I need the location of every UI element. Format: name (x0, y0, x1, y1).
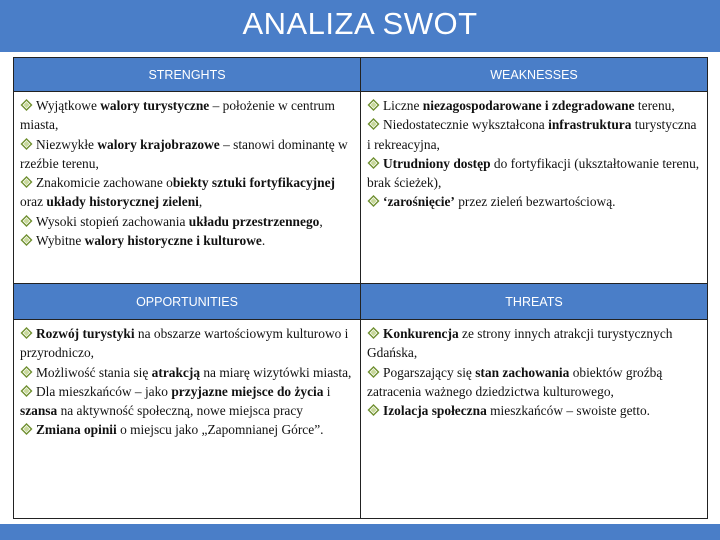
threats-header: THREATS (361, 284, 708, 320)
bullet-icon (20, 385, 33, 397)
list-item: Wyjątkowe walory turystyczne – położenie w centrum miasta, (20, 98, 335, 133)
bullet-icon (20, 99, 33, 111)
threats-cell (361, 320, 708, 519)
weaknesses-cell (361, 92, 708, 284)
list-item: Zmiana opinii o miejscu jako „Zapomnianej Górce”. (20, 420, 354, 439)
bullet-icon (367, 99, 380, 111)
list-item: ‘zarośnięcie’ przez zieleń bezwartościową. (367, 192, 701, 211)
list-item: Dla mieszkańców – jako przyjazne miejsce do życia i szansa na aktywność społeczną, nowe miejsca pracy (20, 383, 331, 419)
strengths-cell (14, 92, 361, 284)
list-item: Możliwość stania się atrakcją na miarę wizytówki miasta, (20, 363, 354, 382)
list-item: Niedostatecznie wykształcona infrastruktura turystyczna i rekreacyjna, (367, 117, 697, 152)
content-row-bottom (14, 320, 708, 519)
page-title: ANALIZA SWOT (242, 6, 478, 41)
bullet-icon (20, 366, 33, 378)
bullet-icon (367, 366, 380, 378)
bullet-icon (20, 423, 33, 435)
content-row-top (14, 92, 708, 284)
bullet-icon (367, 157, 380, 169)
footer-bar (0, 524, 720, 540)
bullet-icon (367, 327, 380, 339)
swot-table (13, 57, 708, 519)
bullet-icon (367, 404, 380, 416)
bullet-icon (20, 138, 33, 150)
bullet-icon (20, 327, 33, 339)
list-item: Niezwykłe walory krajobrazowe – stanowi dominantę w rzeźbie terenu, (20, 136, 348, 171)
bullet-icon (20, 215, 33, 227)
list-item: Rozwój turystyki na obszarze wartościowym kulturowo i przyrodniczo, (20, 326, 349, 361)
title-bar (0, 0, 720, 52)
bullet-icon (20, 234, 33, 246)
list-item: Wybitne walory historyczne i kulturowe. (20, 231, 354, 250)
bullet-icon (367, 195, 380, 207)
list-item: Izolacja społeczna mieszkańców – swoiste getto. (367, 401, 701, 420)
list-item: Utrudniony dostęp do fortyfikacji (ukształtowanie terenu, brak ścieżek), (367, 155, 700, 191)
list-item: Wysoki stopień zachowania układu przestrzennego, (20, 212, 354, 231)
list-item: Pogarszający się stan zachowania obiektów groźbą zatracenia ważnego dziedzictwa kulturowego, (367, 364, 663, 399)
list-item: Konkurencja ze strony innych atrakcji turystycznych Gdańska, (367, 326, 673, 361)
header-row-top (14, 58, 708, 92)
opportunities-header: OPPORTUNITIES (14, 284, 361, 320)
header-row-bottom (14, 284, 708, 320)
bullet-icon (20, 176, 33, 188)
strengths-header: STRENGHTS (14, 58, 361, 92)
list-item: Znakomicie zachowane obiekty sztuki fortyfikacyjnej oraz układy historycznej zieleni, (20, 175, 335, 210)
bullet-icon (367, 118, 380, 130)
weaknesses-header: WEAKNESSES (361, 58, 708, 92)
list-item: Liczne niezagospodarowane i zdegradowane terenu, (367, 96, 701, 115)
opportunities-cell (14, 320, 361, 519)
